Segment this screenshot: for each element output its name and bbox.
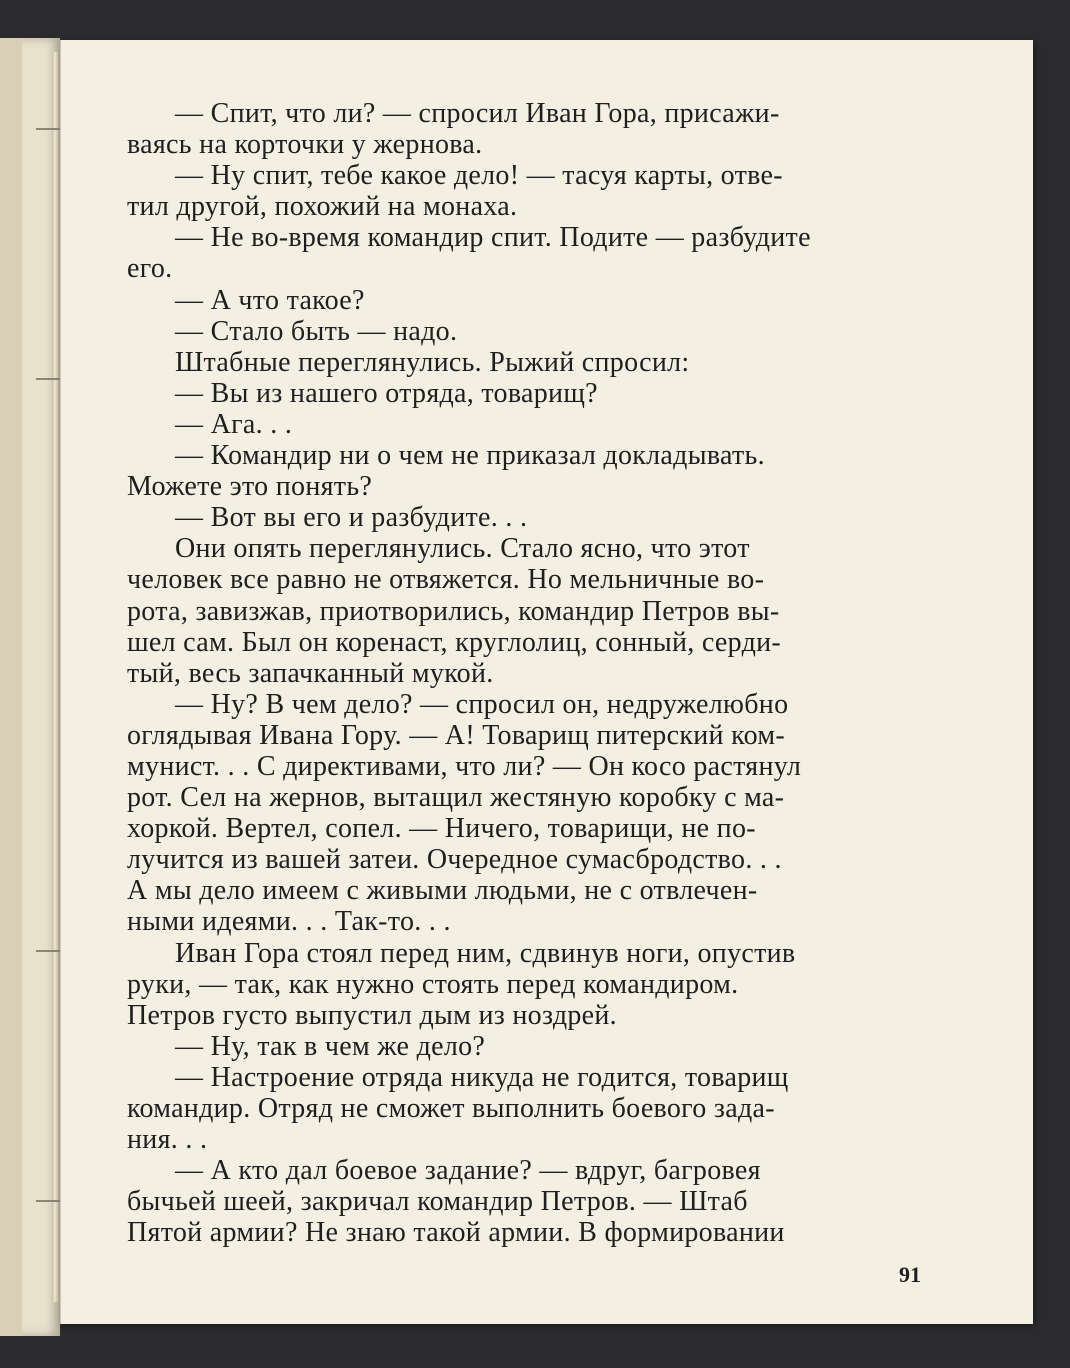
text-line: руки, — так, как нужно стоять перед командиром. [127, 968, 739, 1000]
text-line: — Спит, что ли? — спросил Иван Гора, присажи- [175, 98, 780, 129]
text-line: — Вот вы его и разбудите. . . [175, 502, 528, 534]
text-line: Иван Гора стоял перед ним, сдвинув ноги, опустив [175, 937, 796, 969]
text-line: ния. . . [127, 1124, 208, 1156]
text-line: Можете это понять? [127, 471, 373, 503]
text-line: рот. Сел на жернов, вытащил жестяную коробку с ма- [127, 782, 785, 814]
text-line: мунист. . . С директивами, что ли? — Он косо растянул [127, 750, 802, 782]
text-line: командир. Отряд не сможет выполнить боевого зада- [127, 1093, 775, 1124]
text-line: — А кто дал боевое задание? — вдруг, багровея [175, 1155, 761, 1187]
text-line: — Командир ни о чем не приказал докладывать. [175, 440, 765, 472]
page-text [127, 98, 923, 1248]
text-line: лучится из вашей затеи. Очередное сумасбродство. . . [127, 844, 782, 876]
text-line: тил другой, похожий на монаха. [127, 191, 518, 223]
text-line: шел сам. Был он коренаст, круглолиц, сонный, серди- [127, 626, 782, 658]
text-line: — Настроение отряда никуда не годится, товарищ [175, 1061, 789, 1093]
page-number: 91 [899, 1262, 921, 1287]
text-line: ными идеями. . . Так-то. . . [127, 906, 451, 938]
text-line: тый, весь запачканный мукой. [127, 657, 494, 689]
book-page [60, 40, 1033, 1324]
text-line: бычьей шеей, закричал командир Петров. — Штаб [127, 1186, 748, 1218]
text-line: Они опять переглянулись. Стало ясно, что этот [175, 533, 750, 565]
text-line: хоркой. Вертел, сопел. — Ничего, товарищи, не по- [127, 813, 756, 845]
text-line: оглядывая Ивана Гору. — А! Товарищ питерский ком- [127, 719, 785, 751]
book-spine [52, 52, 58, 1302]
text-line: — Вы из нашего отряда, товарищ? [175, 377, 598, 409]
text-line: — А что такое? [175, 284, 365, 316]
text-line: человек все равно не отвяжется. Но мельничные во- [127, 564, 765, 596]
text-line: А мы дело имеем с живыми людьми, не с отвлечен- [127, 875, 758, 907]
text-line: Пятой армии? Не знаю такой армии. В формировании [127, 1217, 785, 1249]
text-line: — Стало быть — надо. [175, 315, 458, 347]
text-line: ваясь на корточки у жернова. [127, 129, 483, 161]
text-line: — Не во-время командир спит. Подите — разбудите [175, 222, 811, 254]
text-line: — Ну? В чем дело? — спросил он, недружелюбно [175, 688, 789, 720]
text-line: — Ага. . . [175, 408, 293, 440]
text-line: Петров густо выпустил дым из ноздрей. [127, 999, 617, 1031]
text-line: — Ну, так в чем же дело? [175, 1030, 486, 1062]
left-page-edge [0, 38, 60, 1336]
text-line: — Ну спит, тебе какое дело! — тасуя карты, отве- [175, 160, 783, 192]
text-line: рота, завизжав, приотворились, командир Петров вы- [127, 595, 780, 627]
text-line: Штабные переглянулись. Рыжий спросил: [175, 346, 690, 378]
text-line: его. [127, 253, 173, 285]
